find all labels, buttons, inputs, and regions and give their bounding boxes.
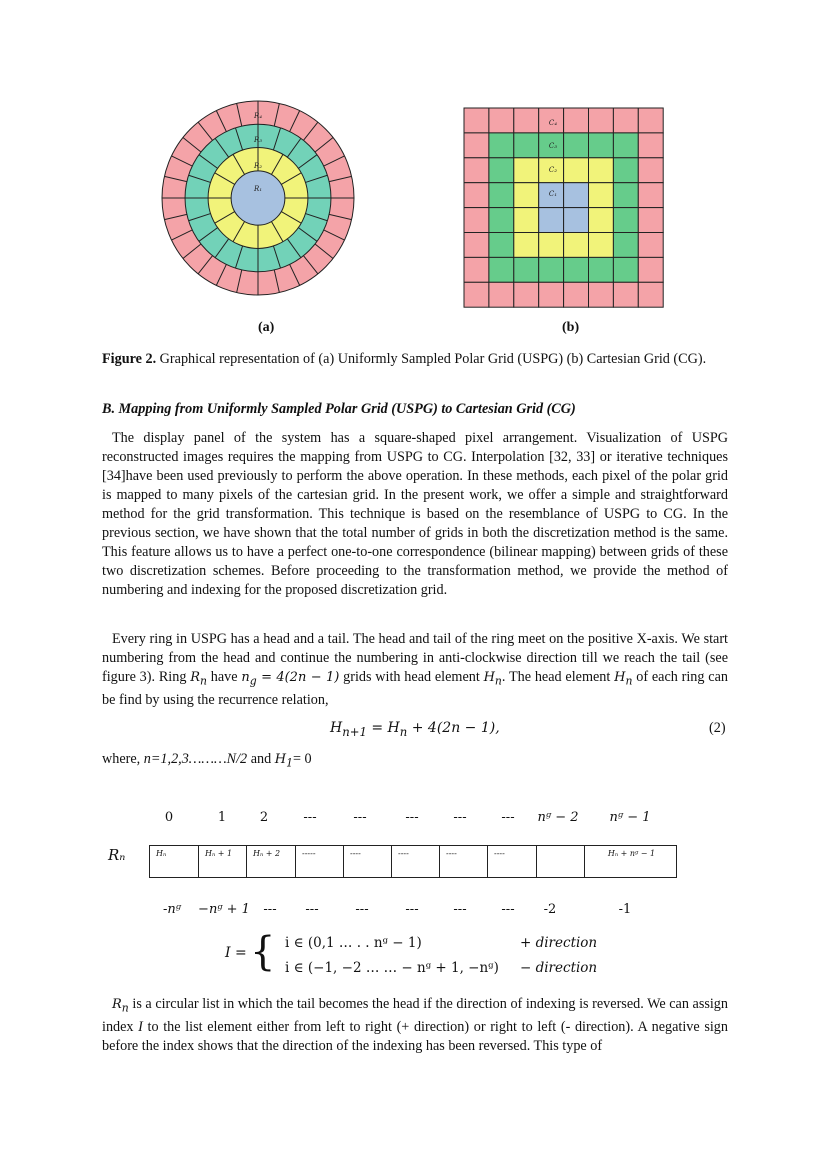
cartesian-cell bbox=[589, 282, 614, 307]
polar-grid-figure bbox=[162, 101, 354, 295]
cartesian-ring-label: C₃ bbox=[548, 142, 558, 150]
cartesian-cell bbox=[638, 208, 663, 233]
subfigure-a-label: (a) bbox=[258, 320, 275, 335]
top-index: --- bbox=[405, 810, 419, 825]
cartesian-cell bbox=[539, 208, 564, 233]
paragraph-2 bbox=[102, 630, 728, 710]
list-figure bbox=[0, 800, 827, 990]
equation-2: $H_{n+1} = H_n + 4(2n - 1)$, bbox=[330, 720, 500, 739]
bottom-index: −nᵍ + 1 bbox=[198, 902, 250, 917]
cartesian-cell bbox=[613, 183, 638, 208]
cartesian-cell bbox=[589, 183, 614, 208]
top-index: nᵍ − 1 bbox=[609, 810, 651, 825]
cartesian-cell bbox=[638, 282, 663, 307]
polar-ring-label: R₁ bbox=[253, 185, 263, 193]
cartesian-cell bbox=[638, 133, 663, 158]
cartesian-cell bbox=[589, 208, 614, 233]
cartesian-cell bbox=[564, 158, 589, 183]
cartesian-cell bbox=[613, 233, 638, 258]
top-index: 1 bbox=[217, 810, 227, 825]
cartesian-cell bbox=[514, 108, 539, 133]
figure-2 bbox=[0, 0, 827, 345]
cartesian-cell bbox=[514, 282, 539, 307]
list-cell: Hₙ + nᵍ − 1 bbox=[584, 846, 678, 877]
bottom-index: --- bbox=[355, 902, 369, 917]
cartesian-cell bbox=[613, 282, 638, 307]
cartesian-cell bbox=[514, 183, 539, 208]
list-cell: ---- bbox=[439, 846, 487, 877]
cartesian-cell bbox=[489, 208, 514, 233]
bottom-index: -2 bbox=[543, 902, 557, 917]
caption-text: Graphical representation of (a) Uniformly Sampled Polar Grid (USPG) (b) Cartesian Grid (CG). bbox=[156, 351, 707, 367]
p2-text-d: . The head element bbox=[501, 669, 615, 685]
top-index-row bbox=[0, 810, 827, 832]
caption-label: Figure 2. bbox=[102, 351, 157, 367]
p3-index-symbol: I bbox=[138, 1018, 143, 1035]
bottom-index: --- bbox=[453, 902, 467, 917]
top-index: 2 bbox=[259, 810, 269, 825]
bottom-index: --- bbox=[405, 902, 419, 917]
cartesian-cell bbox=[638, 108, 663, 133]
cartesian-cell bbox=[514, 158, 539, 183]
list-cell: Hₙ bbox=[156, 849, 167, 858]
bottom-index: --- bbox=[501, 902, 515, 917]
p3-text-a: is a circular list in which the tail becomes the head if the direction of indexing is reversed. We can assign index bbox=[102, 996, 728, 1035]
bottom-index: -nᵍ bbox=[163, 902, 181, 917]
cartesian-cell bbox=[539, 257, 564, 282]
cartesian-cell bbox=[564, 208, 589, 233]
list-cell: Hₙ + 1 bbox=[198, 846, 246, 877]
cartesian-cell bbox=[589, 133, 614, 158]
brace-icon: { bbox=[250, 929, 276, 975]
cartesian-cell bbox=[464, 208, 489, 233]
p2-head-symbol-2: $H_n$ bbox=[614, 670, 633, 688]
ring-list-label: Rₙ bbox=[108, 846, 126, 864]
cartesian-cell bbox=[564, 257, 589, 282]
cartesian-ring-label: C₂ bbox=[548, 166, 558, 174]
cartesian-cell bbox=[489, 158, 514, 183]
cartesian-cell bbox=[464, 257, 489, 282]
cartesian-cell bbox=[464, 133, 489, 158]
h1-symbol: $H_1$ bbox=[274, 752, 293, 770]
cartesian-cell bbox=[514, 257, 539, 282]
index-set-label: I = bbox=[225, 945, 247, 961]
cartesian-cell bbox=[564, 133, 589, 158]
cartesian-cell bbox=[489, 233, 514, 258]
polar-ring-1 bbox=[231, 171, 285, 225]
p2-text-a: Every ring in USPG has a head and a tail. The head and tail of the ring meet on the positive X-axis. We start numbering from the head and continue the numbering in anti-clockwise direction till we reach the tail (see figure 3). Ring bbox=[102, 631, 728, 685]
figure-caption bbox=[102, 350, 728, 369]
cartesian-cell bbox=[638, 233, 663, 258]
cartesian-cell bbox=[514, 208, 539, 233]
cartesian-cell bbox=[539, 233, 564, 258]
cartesian-cell bbox=[464, 108, 489, 133]
p3-ring-symbol: $R_n$ bbox=[112, 997, 129, 1015]
bottom-index: -1 bbox=[618, 902, 632, 917]
top-index: --- bbox=[453, 810, 467, 825]
top-index: --- bbox=[501, 810, 515, 825]
cartesian-cell bbox=[613, 158, 638, 183]
where-line: where, n=1,2,3………N/2 and $H_1= 0$ bbox=[102, 751, 312, 770]
cartesian-cell bbox=[589, 158, 614, 183]
polar-ring-label: R₂ bbox=[253, 162, 263, 170]
cartesian-cell bbox=[489, 282, 514, 307]
top-index: --- bbox=[353, 810, 367, 825]
top-index: --- bbox=[303, 810, 317, 825]
cartesian-ring-label: C₁ bbox=[548, 190, 558, 198]
index-range-negative: i ∈ (−1, −2 … … − nᵍ + 1, −nᵍ) bbox=[285, 960, 499, 976]
cartesian-cell bbox=[464, 282, 489, 307]
cartesian-cell bbox=[589, 233, 614, 258]
p2-text-b: have bbox=[207, 669, 242, 685]
paragraph-3 bbox=[102, 995, 728, 1056]
section-heading: B. Mapping from Uniformly Sampled Polar Grid (USPG) to Cartesian Grid (CG) bbox=[102, 401, 576, 417]
direction-positive: + direction bbox=[520, 935, 598, 951]
polar-ring-label: R₃ bbox=[253, 136, 263, 144]
cartesian-cell bbox=[613, 133, 638, 158]
p2-ring-symbol: $R_n$ bbox=[190, 670, 207, 688]
cartesian-cell bbox=[514, 233, 539, 258]
cartesian-cell bbox=[638, 257, 663, 282]
cartesian-cell bbox=[489, 133, 514, 158]
cartesian-cell bbox=[589, 108, 614, 133]
cartesian-cell bbox=[564, 183, 589, 208]
cartesian-cell bbox=[464, 158, 489, 183]
bottom-index: --- bbox=[263, 902, 277, 917]
p2-text-e: of each ring can be find by using the recurrence relation, bbox=[102, 669, 728, 708]
bottom-index: --- bbox=[305, 902, 319, 917]
cartesian-cell bbox=[613, 108, 638, 133]
equation-number: (2) bbox=[709, 720, 726, 736]
cartesian-cell bbox=[564, 108, 589, 133]
top-index: nᵍ − 2 bbox=[537, 810, 579, 825]
cartesian-cell bbox=[489, 183, 514, 208]
list-cell: ----- bbox=[295, 846, 343, 877]
p2-head-symbol: $H_n$ bbox=[483, 670, 502, 688]
cartesian-cell bbox=[613, 257, 638, 282]
polar-ring-label: R₄ bbox=[253, 112, 263, 120]
cartesian-grid-figure bbox=[464, 108, 663, 307]
list-cell: Hₙ + 2 bbox=[246, 846, 295, 877]
p2-ng-equation: $n_g = 4(2n - 1)$ bbox=[241, 670, 340, 688]
list-cell bbox=[536, 846, 584, 877]
cartesian-cell bbox=[564, 233, 589, 258]
list-cell: ---- bbox=[487, 846, 536, 877]
cartesian-cell bbox=[464, 183, 489, 208]
bottom-index-row bbox=[0, 902, 827, 924]
cartesian-cell bbox=[589, 257, 614, 282]
paragraph-1: The display panel of the system has a square-shaped pixel arrangement. Visualization of USPG reconstructed images requires the mapping from USPG to CG. Interpolation [32, 33] or iterative techniques [34]have been used previously to perform the above operation. In these methods, each pixel of the polar grid is mapped to many pixels of the cartesian grid. In the present work, we offer a simple and straightforward method for the grid transformation. This technique is based on the resemblance of USPG to CG. In the previous section, we have shown that the total number of grids in both the discretization method is the same. This feature allows us to have a perfect one-to-one correspondence (bilinear mapping) between grids of these two discretization schemes. Before proceeding to the transformation method, we provide the method of numbering and indexing for the proposed discretization grid. bbox=[102, 430, 728, 598]
cartesian-cell bbox=[489, 257, 514, 282]
p3-text-b: to the list element either from left to right (+ direction) or right to left (- direction). A negative sign before the index shows that the direction of the indexing has been reversed. This type of bbox=[102, 1018, 728, 1054]
p2-text-c: grids with head element bbox=[339, 669, 484, 685]
cartesian-cell bbox=[564, 282, 589, 307]
list-cell: ---- bbox=[391, 846, 439, 877]
cartesian-cell bbox=[489, 108, 514, 133]
cartesian-cell bbox=[638, 158, 663, 183]
direction-negative: − direction bbox=[520, 960, 598, 976]
ring-list-table bbox=[149, 845, 677, 878]
cartesian-ring-label: C₄ bbox=[548, 119, 558, 127]
cartesian-cell bbox=[638, 183, 663, 208]
cartesian-cell bbox=[464, 233, 489, 258]
cartesian-cell bbox=[539, 282, 564, 307]
cartesian-cell bbox=[613, 208, 638, 233]
subfigure-b-label: (b) bbox=[562, 320, 580, 335]
top-index: 0 bbox=[164, 810, 174, 825]
list-cell: ---- bbox=[343, 846, 391, 877]
cartesian-cell bbox=[514, 133, 539, 158]
index-range-positive: i ∈ (0,1 … . . nᵍ − 1) bbox=[285, 935, 422, 951]
